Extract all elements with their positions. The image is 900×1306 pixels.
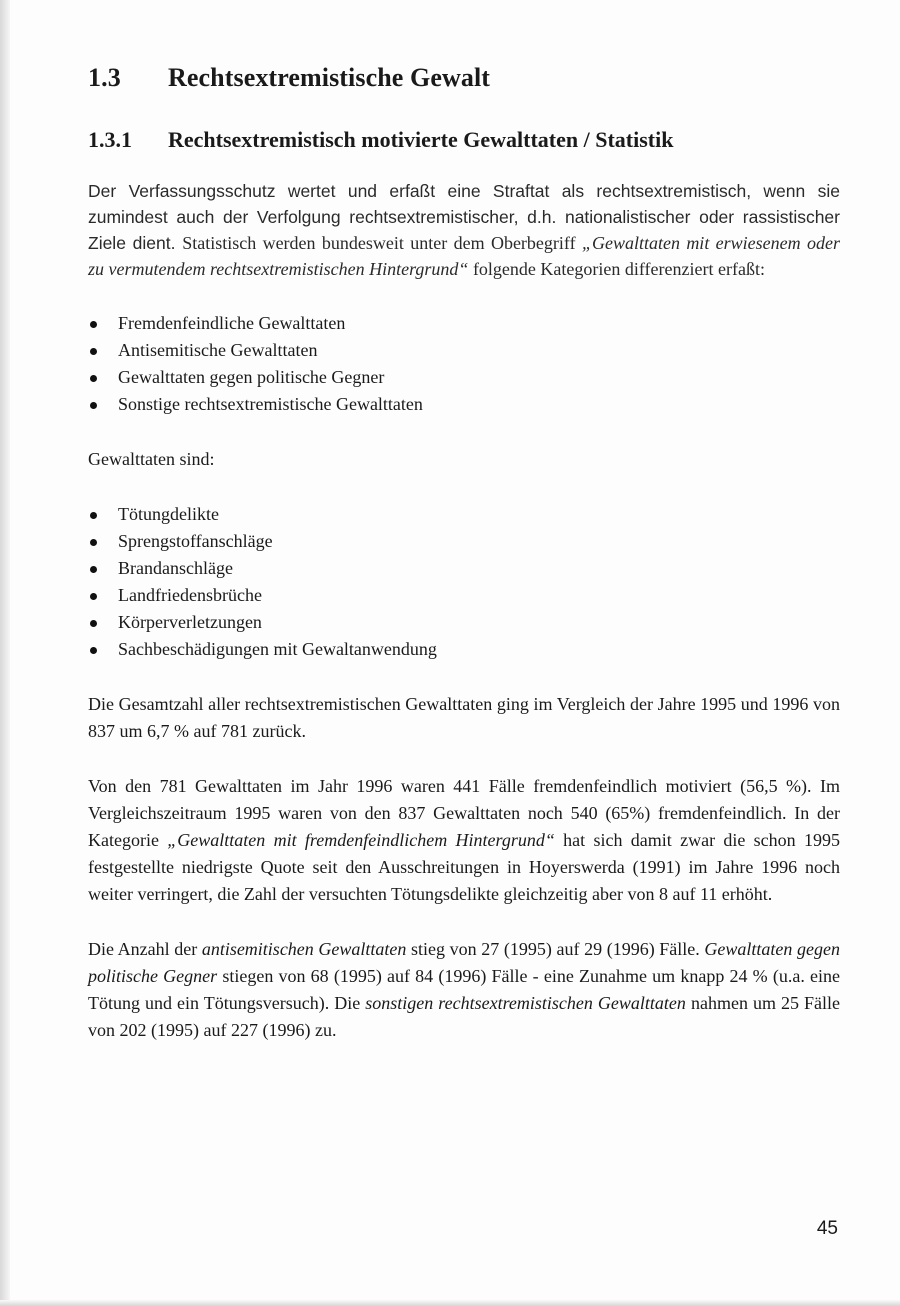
bullet-icon [90,593,97,600]
category-list [88,310,840,418]
antisemitic-term: antisemitischen Gewalttaten [201,939,407,959]
intro-paragraph [88,178,840,282]
intro-text-1: Der Verfassungsschutz wertet und erfaßt eine Straftat als rechtsextremistisch, wenn sie zumindest auch der Verfolgung rechtsextremistischer, d.h. nationalistischer oder rassistischer Ziele dient. [88,181,840,253]
list-item-label: Sprengstoffanschläge [118,531,273,551]
list-item-label: Sonstige rechtsextremistische Gewalttaten [118,394,423,414]
total-paragraph: Die Gesamtzahl aller rechtsextremistischen Gewalttaten ging im Vergleich der Jahre 1995 und 1996 von 837 um 6,7 % auf 781 zurück. [88,694,840,741]
bullet-icon [90,512,97,519]
page-number: 45 [816,1218,838,1239]
other-rightwing-term: sonstigen rechtsextremistischen Gewalttaten [365,993,686,1013]
list-item [88,582,840,609]
xenophobic-paragraph [88,773,840,908]
list-item-label: Brandanschläge [118,558,233,578]
xenophobic-category: „Gewalttaten mit fremdenfeindlichem Hintergrund“ [167,830,555,850]
xenophobic-text-c: hat sich damit zwar die schon 1995 festgestellte niedrigste Quote seit den Ausschreitungen in Hoyerswerda (1991) im Jahre 1996 noch weiter verringert, die Zahl der versuchten Tötungsdelikte gleichzeitig aber von 8 auf 11 erhöht. [88,830,840,904]
list-item [88,337,840,364]
intro-text-2: Statistisch werden bundesweit unter dem Oberbegriff [182,233,582,253]
bullet-icon [90,348,97,355]
other-text-g: nahmen um 25 Fälle von 202 (1995) auf 227 (1996) zu. [88,993,841,1040]
acts-list [88,501,840,663]
list-item-label: Antisemitische Gewalttaten [118,340,318,360]
scan-bottom-edge [0,1300,900,1306]
political-opponents-term: Gewalttaten gegen politische Gegner [88,939,841,986]
section-number: 1.3 [88,63,121,92]
subsection-title: Rechtsextremistisch motivierte Gewalttaten / Statistik [168,127,674,152]
other-text-a: Die Anzahl der [88,939,202,959]
section-heading [88,62,840,94]
list-item-label: Tötungdelikte [118,504,219,524]
list-item [88,528,840,555]
other-text-e: stiegen von 68 (1995) auf 84 (1996) Fälle - eine Zunahme um knapp 24 % (u.a. eine Tötung und ein Tötungsversuch). Die [88,966,840,1013]
list-item-label: Gewalttaten gegen politische Gegner [118,367,385,387]
list-item [88,636,840,663]
list-item [88,310,840,337]
list-item-label: Landfriedensbrüche [118,585,262,605]
bullet-icon [90,402,97,409]
scan-left-edge [0,0,10,1306]
list-item-label: Körperverletzungen [118,612,262,632]
bullet-icon [90,375,97,382]
list-item [88,364,840,391]
list-item [88,391,840,418]
subsection-number: 1.3.1 [88,127,132,152]
bullet-icon [90,620,97,627]
bullet-icon [90,539,97,546]
page-content [88,62,840,1044]
list-item [88,501,840,528]
section-title: Rechtsextremistische Gewalt [168,63,491,92]
intro-text-3: folgende Kategorien differenziert erfaßt: [468,259,765,279]
subsection-heading [88,126,840,154]
acts-label: Gewalttaten sind: [88,449,215,469]
bullet-icon [90,647,97,654]
bullet-icon [90,566,97,573]
xenophobic-text-a: Von den 781 Gewalttaten im Jahr 1996 waren 441 Fälle fremdenfeindlich motiviert (56,5 %). Im Vergleichszeitraum 1995 waren von den 837 Gewalttaten noch 540 (65%) fremdenfeindlich. In der Kategorie [88,776,840,850]
bullet-icon [90,321,97,328]
list-item-label: Sachbeschädigungen mit Gewaltanwendung [118,639,437,659]
list-item [88,555,840,582]
list-item [88,609,840,636]
list-item-label: Fremdenfeindliche Gewalttaten [118,313,346,333]
other-text-c: stieg von 27 (1995) auf 29 (1996) Fälle. [406,939,705,959]
other-categories-paragraph [88,936,840,1044]
intro-quote: „Gewalttaten mit erwiesenem oder zu vermutendem rechtsextremistischen Hintergrund“ [88,233,841,279]
